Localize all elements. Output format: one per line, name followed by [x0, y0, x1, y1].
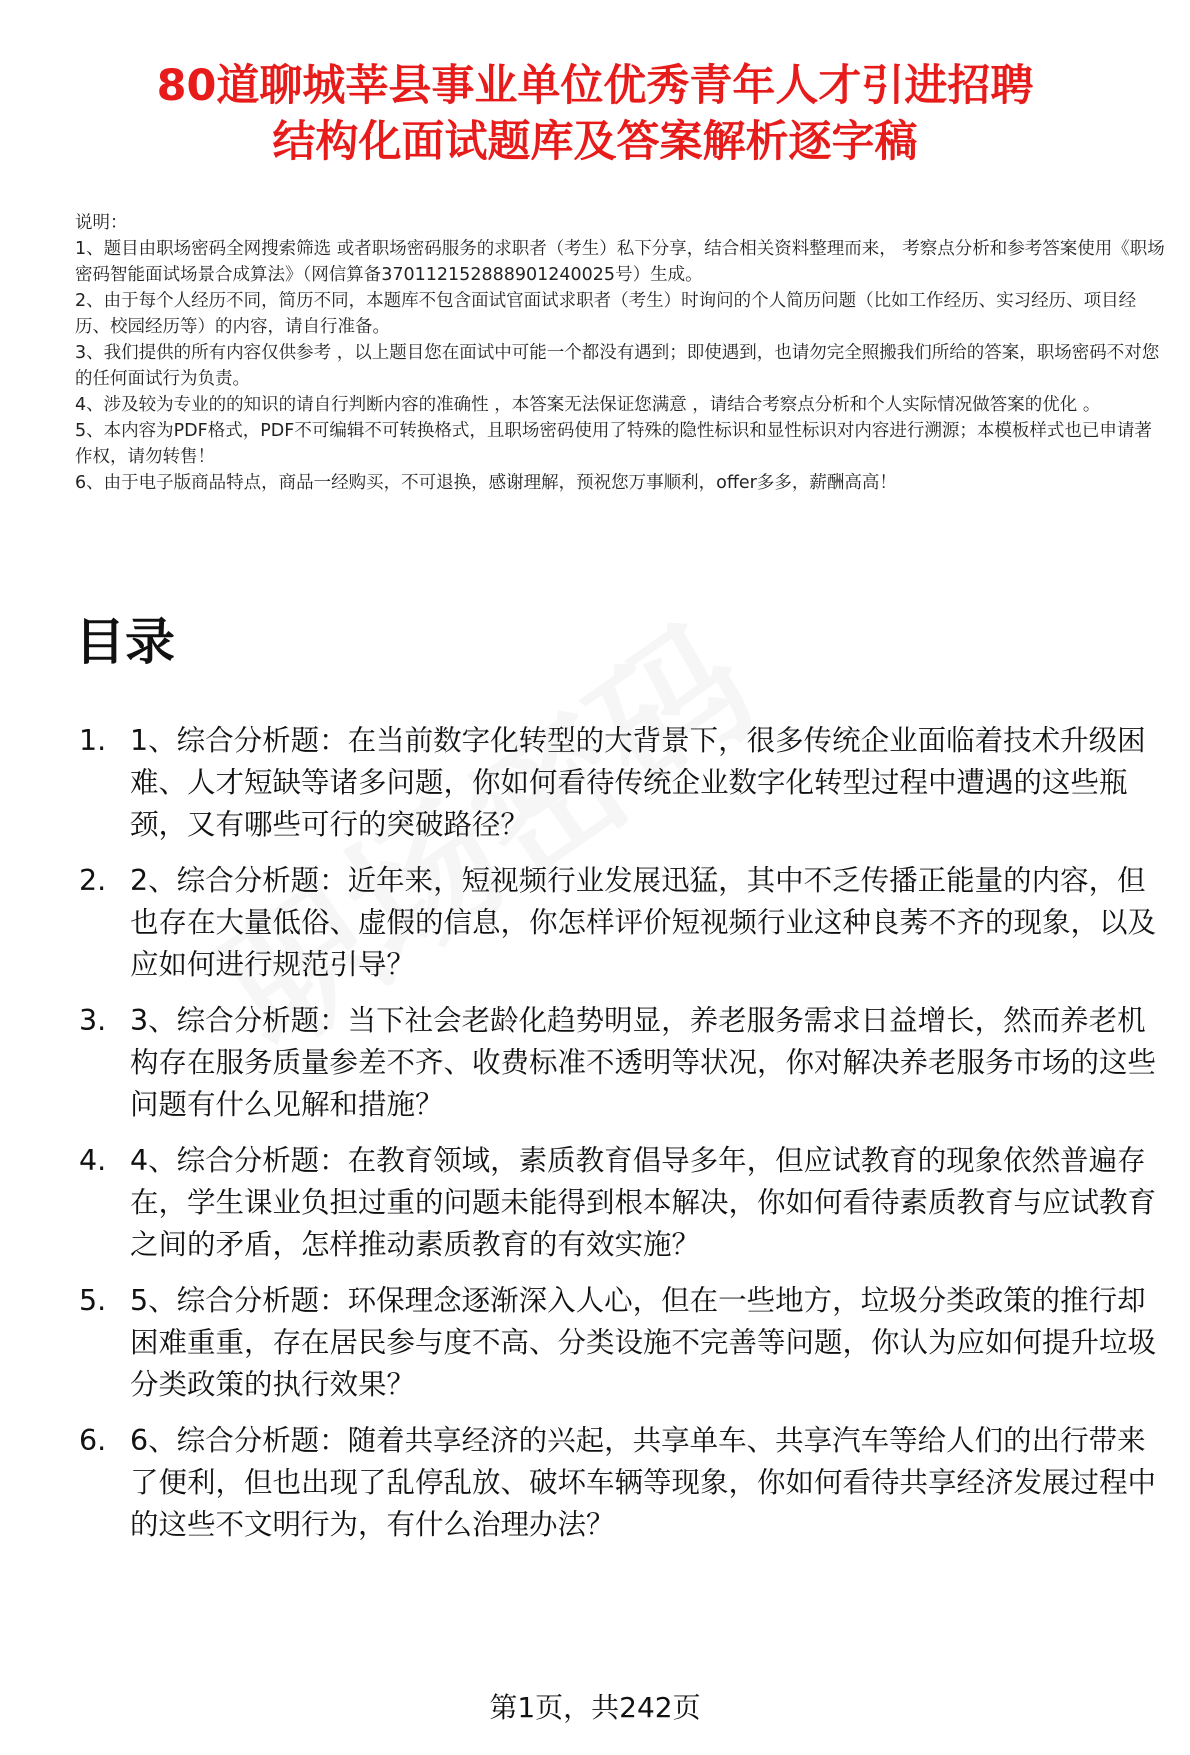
- table-of-contents: [75, 720, 1165, 1560]
- toc-item-number: 3.: [79, 1004, 107, 1037]
- toc-item-text: 4、综合分析题：在教育领域，素质教育倡导多年，但应试教育的现象依然普遍存在，学生课业负担过重的问题未能得到根本解决，你如何看待素质教育与应试教育之间的矛盾，怎样推动素质教育的有效实施？: [130, 1144, 1157, 1261]
- toc-item-number: 4.: [79, 1144, 107, 1177]
- notes-section: [75, 210, 1165, 496]
- toc-item-text: 5、综合分析题：环保理念逐渐深入人心，但在一些地方，垃圾分类政策的推行却困难重重，存在居民参与度不高、分类设施不完善等问题，你认为应如何提升垃圾分类政策的执行效果？: [130, 1284, 1157, 1401]
- toc-item-number: 6.: [79, 1424, 107, 1457]
- notes-label: 说明：: [75, 213, 128, 233]
- toc-item-number: 2.: [79, 864, 107, 897]
- toc-item-text: 6、综合分析题：随着共享经济的兴起，共享单车、共享汽车等给人们的出行带来了便利，但也出现了乱停乱放、破坏车辆等现象，你如何看待共享经济发展过程中的这些不文明行为，有什么治理办法？: [130, 1424, 1157, 1541]
- note-item: 2、由于每个人经历不同，简历不同，本题库不包含面试官面试求职者（考生）时询问的个人简历问题（比如工作经历、实习经历、项目经历、校园经历等）的内容，请自行准备。: [75, 291, 1137, 337]
- note-item: 6、由于电子版商品特点，商品一经购买，不可退换，感谢理解，预祝您万事顺利，offer多多，薪酬高高！: [75, 473, 897, 493]
- toc-item-text: 2、综合分析题：近年来，短视频行业发展迅猛，其中不乏传播正能量的内容，但也存在大量低俗、虚假的信息，你怎样评价短视频行业这种良莠不齐的现象，以及应如何进行规范引导？: [130, 864, 1157, 981]
- page-footer: 第1页，共242页: [489, 1691, 701, 1724]
- toc-item[interactable]: [75, 1000, 1165, 1126]
- toc-heading: 目录: [75, 613, 175, 671]
- toc-item[interactable]: [75, 860, 1165, 986]
- toc-item[interactable]: [75, 1280, 1165, 1406]
- toc-item[interactable]: [75, 1420, 1165, 1546]
- note-item: 4、涉及较为专业的的知识的请自行判断内容的准确性 ，本答案无法保证您满意 ，请结合考察点分析和个人实际情况做答案的优化 。: [75, 395, 1101, 415]
- toc-item-text: 1、综合分析题：在当前数字化转型的大背景下，很多传统企业面临着技术升级困难、人才短缺等诸多问题，你如何看待传统企业数字化转型过程中遭遇的这些瓶颈，又有哪些可行的突破路径？: [130, 724, 1146, 841]
- toc-item-number: 5.: [79, 1284, 107, 1317]
- note-item: 5、本内容为PDF格式，PDF不可编辑不可转换格式，且职场密码使用了特殊的隐性标识和显性标识对内容进行溯源；本模板样式也已申请著作权，请勿转售！: [75, 421, 1152, 467]
- note-item: 3、我们提供的所有内容仅供参考 ，以上题目您在面试中可能一个都没有遇到；即使遇到，也请勿完全照搬我们所给的答案，职场密码不对您的任何面试行为负责。: [75, 343, 1160, 389]
- toc-item-text: 3、综合分析题：当下社会老龄化趋势明显，养老服务需求日益增长，然而养老机构存在服务质量参差不齐、收费标准不透明等状况，你对解决养老服务市场的这些问题有什么见解和措施？: [130, 1004, 1157, 1121]
- toc-item[interactable]: [75, 720, 1165, 846]
- title-line-1: 80道聊城莘县事业单位优秀青年人才引进招聘: [156, 61, 1034, 111]
- toc-item-number: 1.: [79, 724, 107, 757]
- note-item: 1、题目由职场密码全网搜索筛选 或者职场密码服务的求职者（考生）私下分享，结合相关资料整理而来， 考察点分析和参考答案使用《职场密码智能面试场景合成算法》（网信算备370112152888901240025号）生成。: [75, 239, 1165, 285]
- document-title: [0, 58, 1190, 170]
- title-line-2: 结构化面试题库及答案解析逐字稿: [272, 117, 918, 167]
- toc-item[interactable]: [75, 1140, 1165, 1266]
